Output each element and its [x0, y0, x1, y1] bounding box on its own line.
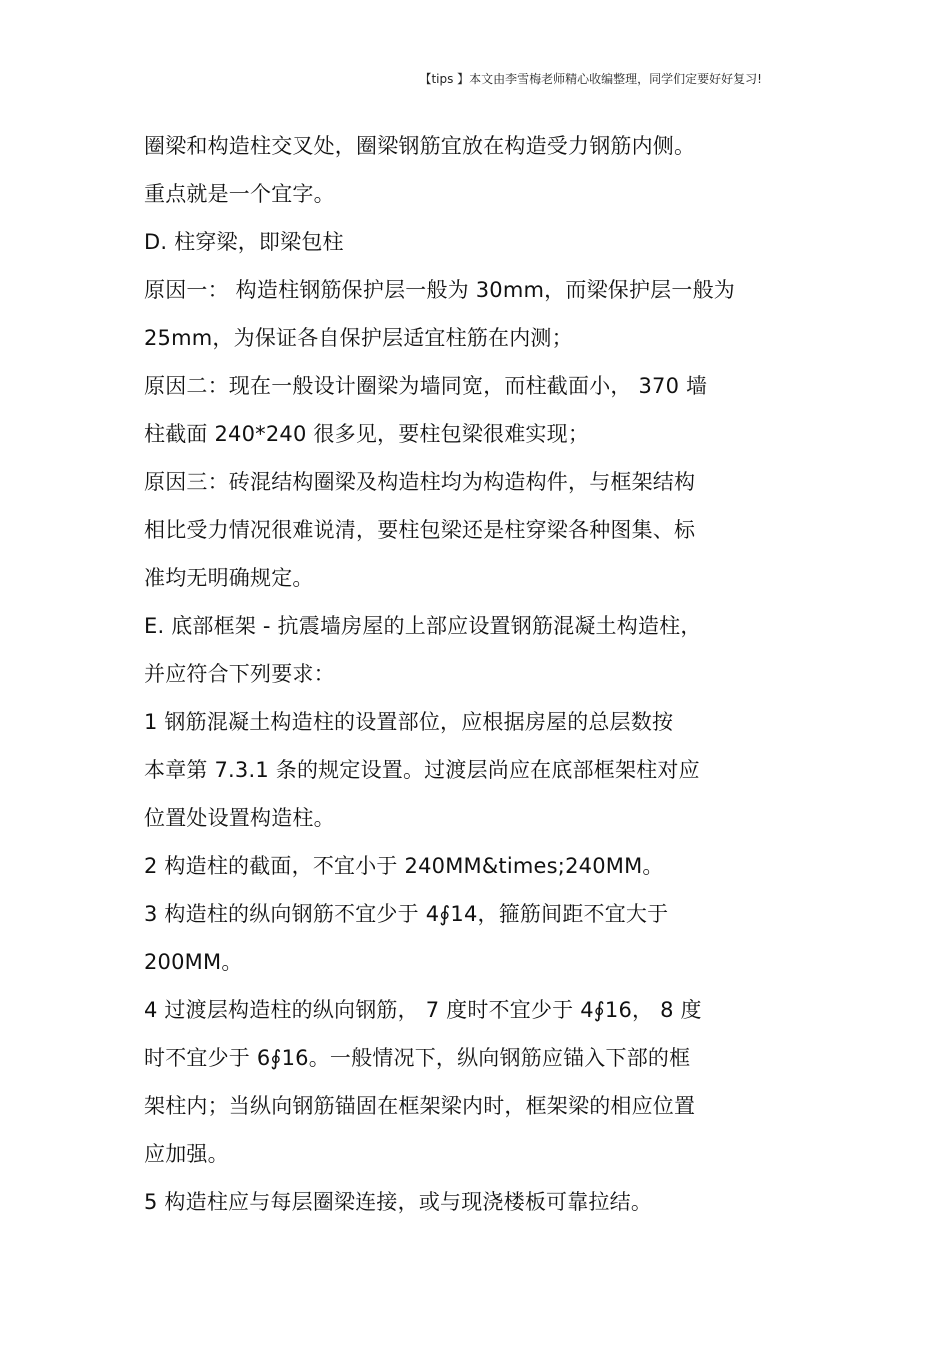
body-line: E. 底部框架 - 抗震墙房屋的上部应设置钢筋混凝土构造柱，	[144, 614, 702, 638]
body-line: 时不宜少于 6∮16。一般情况下，纵向钢筋应锚入下部的框	[144, 1046, 691, 1070]
body-line: 原因三：砖混结构圈梁及构造柱均为构造构件，与框架结构	[144, 470, 696, 494]
body-line: 25mm，为保证各自保护层适宜柱筋在内测；	[144, 326, 573, 350]
body-line: 2 构造柱的截面，不宜小于 240MM&times;240MM。	[144, 854, 664, 878]
body-line: 应加强。	[144, 1142, 229, 1166]
body-line: 3 构造柱的纵向钢筋不宜少于 4∮14，箍筋间距不宜大于	[144, 902, 669, 926]
body-line: 本章第 7.3.1 条的规定设置。过渡层尚应在底部框架柱对应	[144, 758, 700, 782]
body-line: 重点就是一个宜字。	[144, 182, 335, 206]
body-line: 原因二：现在一般设计圈梁为墙同宽，而柱截面小， 370 墙	[144, 374, 708, 398]
body-line: 柱截面 240*240 很多见，要柱包梁很难实现；	[144, 422, 590, 446]
body-line: D. 柱穿梁，即梁包柱	[144, 230, 344, 254]
body-line: 位置处设置构造柱。	[144, 806, 335, 830]
body-line: 5 构造柱应与每层圈梁连接，或与现浇楼板可靠拉结。	[144, 1190, 653, 1214]
header-note: 【tips 】本文由李雪梅老师精心收编整理，同学们定要好好复习!	[419, 72, 762, 86]
document-body	[144, 128, 824, 1232]
body-line: 架柱内；当纵向钢筋锚固在框架梁内时，框架梁的相应位置	[144, 1094, 696, 1118]
body-line: 相比受力情况很难说清，要柱包梁还是柱穿梁各种图集、标	[144, 518, 696, 542]
body-line: 并应符合下列要求：	[144, 662, 335, 686]
body-line: 200MM。	[144, 950, 243, 974]
body-line: 准均无明确规定。	[144, 566, 314, 590]
body-line: 圈梁和构造柱交叉处，圈梁钢筋宜放在构造受力钢筋内侧。	[144, 134, 696, 158]
body-line: 原因一： 构造柱钢筋保护层一般为 30mm，而梁保护层一般为	[144, 278, 735, 302]
body-line: 1 钢筋混凝土构造柱的设置部位，应根据房屋的总层数按	[144, 710, 674, 734]
body-line: 4 过渡层构造柱的纵向钢筋， 7 度时不宜少于 4∮16， 8 度	[144, 998, 702, 1022]
